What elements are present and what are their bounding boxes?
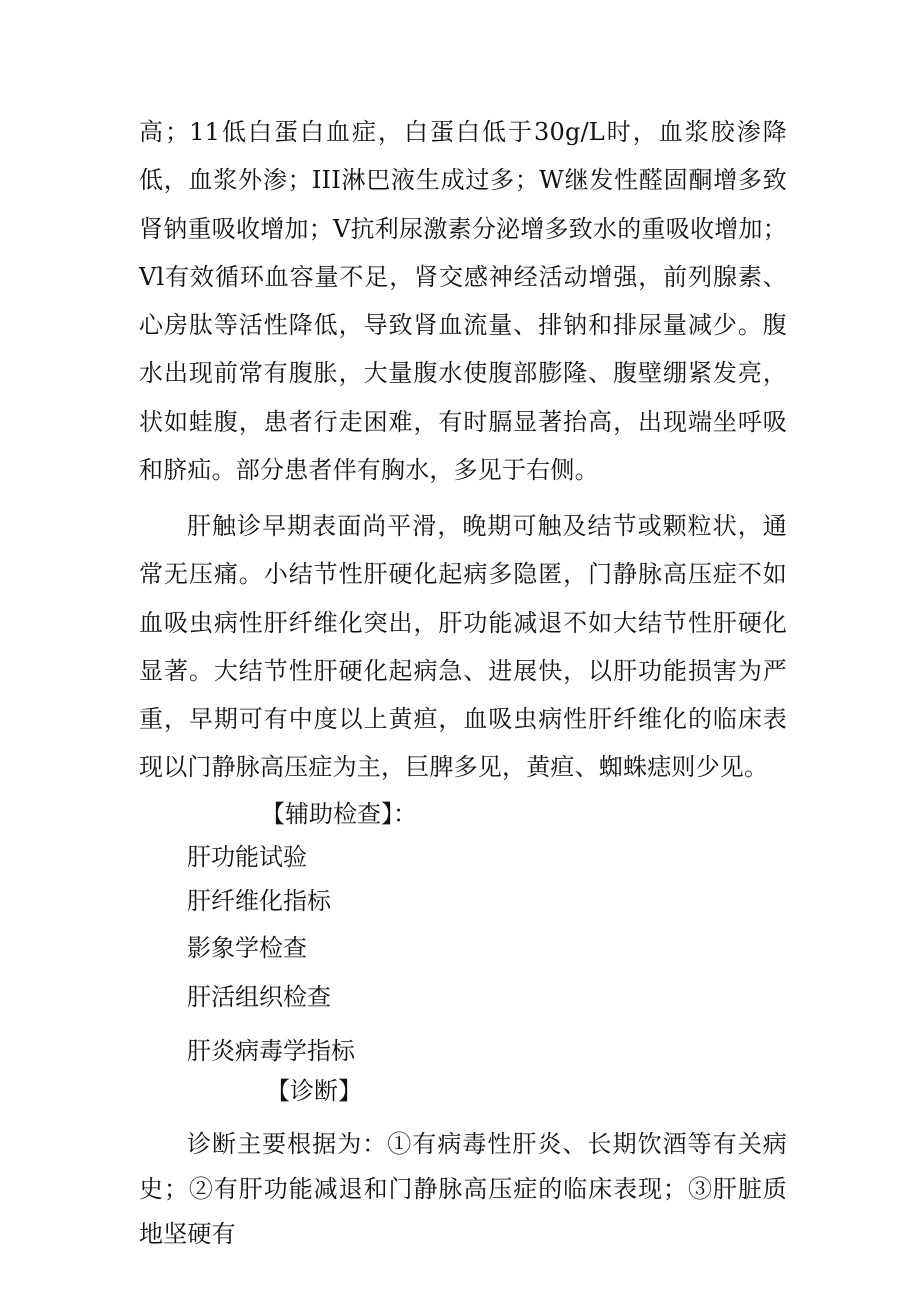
list-item: 肝活组织检查 [187, 983, 331, 1011]
section-heading-diagnosis: 【诊断】 [266, 1077, 362, 1105]
paragraph-liver-palpation: 肝触诊早期表面尚平滑，晚期可触及结节或颗粒状，通常无压痛。小结节性肝硬化起病多隐匿，门静脉高压症不如血吸虫病性肝纤维化突出，肝功能减退不如大结节性肝硬化显著。大结节性肝硬化起病急、进展快，以肝功能损害为严重，早期可有中度以上黄疸，血吸虫病性肝纤维化的临床表现以门静脉高压症为主，巨脾多见，黄疸、蜘蛛痣则少见。 [139, 512, 787, 782]
section-heading-auxiliary-exams: 【辅助检查】： [261, 800, 417, 828]
list-item: 肝炎病毒学指标 [187, 1037, 355, 1065]
list-item: 肝功能试验 [187, 843, 307, 871]
list-item: 影象学检查 [187, 934, 307, 962]
paragraph-diagnosis: 诊断主要根据为：①有病毒性肝炎、长期饮酒等有关病史；②有肝功能减退和门静脉高压症的临床表现；③肝脏质地坚硬有 [139, 1130, 787, 1248]
paragraph-ascites: 高；11低白蛋白血症，白蛋白低于30g/L时，血浆胶渗降低，血浆外渗；III淋巴液生成过多；W继发性醛固酮增多致肾钠重吸收增加；V抗利尿激素分泌增多致水的重吸收增加；Vl有效循环血容量不足，肾交感神经活动增强，前列腺素、心房肽等活性降低，导致肾血流量、排钠和排尿量减少。腹水出现前常有腹胀，大量腹水使腹部膨隆、腹壁绷紧发亮，状如蛙腹，患者行走困难，有时膈显著抬高，出现端坐呼吸和脐疝。部分患者伴有胸水，多见于右侧。 [139, 118, 787, 485]
list-item: 肝纤维化指标 [187, 887, 331, 915]
